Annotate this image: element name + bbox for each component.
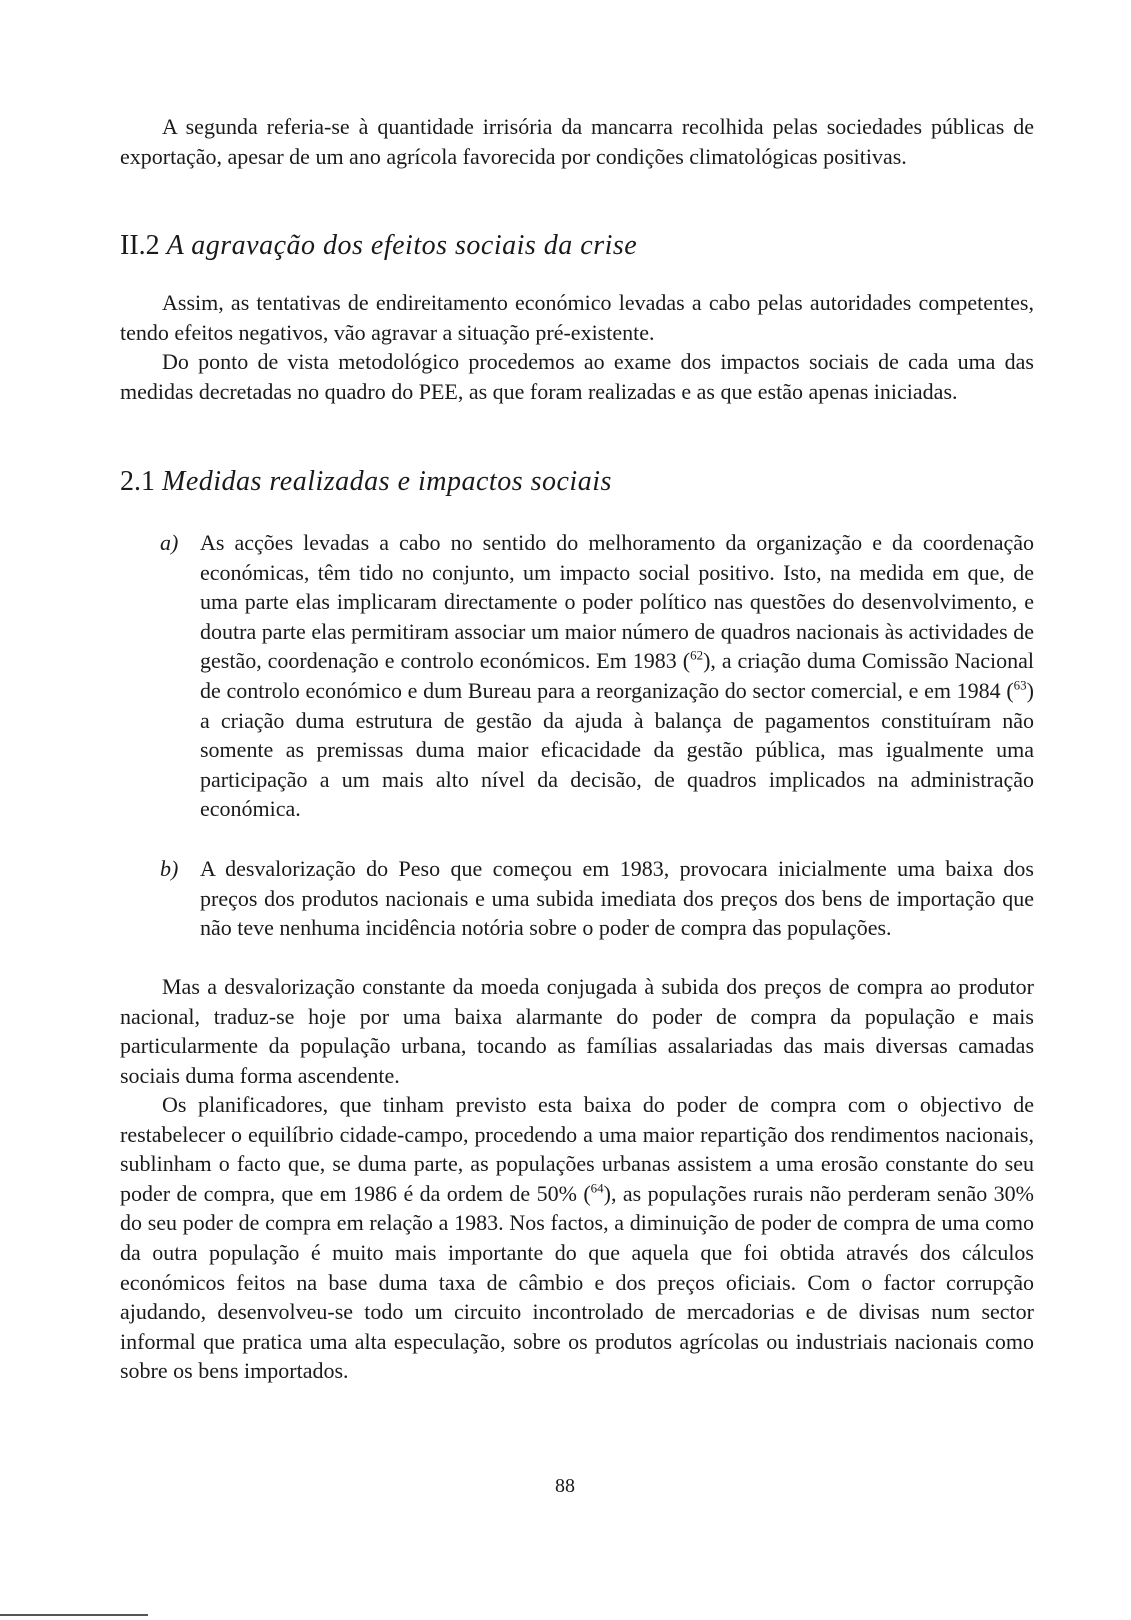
footnote-ref: 62: [690, 648, 704, 664]
list-marker: a): [160, 530, 179, 555]
section-title: Medidas realizadas e impactos sociais: [162, 466, 612, 497]
paragraph-assim: Assim, as tentativas de endireitamento económico levadas a cabo pelas autoridades competentes, tendo efeitos negativos, vão agravar a situação pré-existente.: [120, 290, 1034, 345]
text-segment: ) a criação duma estrutura de gestão da ajuda à balança de pagamentos constituíram não somente as premissas duma maior eficacidade da gestão pública, mas igualmente uma participação a um mais alto nível da decisão, de quadros implicados na administração económica.: [200, 677, 1034, 822]
section-heading-ii2: [120, 230, 637, 262]
paragraph-planificadores: [120, 1090, 1034, 1386]
text-segment: ), a criação duma Comissão Nacional de controlo económico e dum Bureau para a reorganização do sector comercial, e em 1984 (: [200, 648, 1034, 703]
footnote-ref: 64: [590, 1180, 604, 1196]
section-number: 2.1: [120, 466, 155, 497]
list-item-b: [160, 854, 1034, 974]
list-item-text: A desvalorização do Peso que começou em 1983, provocara inicialmente uma baixa dos preços dos produtos nacionais e uma subida imediata dos preços dos bens de importação que não teve nenhuma incidência notória sobre o poder de compra das populações.: [200, 856, 1034, 941]
footnote-ref: 63: [1013, 677, 1027, 693]
list-marker: b): [160, 856, 179, 881]
text-segment: As acções levadas a cabo no sentido do melhoramento da organização e da coordenação económicas, têm tido no conjunto, um impacto social positivo. Isto, na medida em que, de uma parte elas implicaram directamente o poder político nas questões do desenvolvimento, e doutra parte elas permitiram associar um maior número de quadros nacionais às actividades de gestão, coordenação e controlo económicos. Em 1983 (: [200, 530, 1034, 674]
paragraph-metodologia: Do ponto de vista metodológico procedemos ao exame dos impactos sociais de cada uma das medidas decretadas no quadro do PEE, as que foram realizadas e as que estão apenas iniciadas.: [120, 349, 1034, 404]
list-item-a: [160, 528, 1034, 853]
paragraph-desvalorizacao: Mas a desvalorização constante da moeda conjugada à subida dos preços de compra ao produtor nacional, traduz-se hoje por uma baixa alarmante do poder de compra da população e mais particularmente da população urbana, tocando as famílias assalariadas das mais diversas camadas sociais duma forma ascendente.: [120, 974, 1034, 1088]
section-title: A agravação dos efeitos sociais da crise: [166, 230, 638, 261]
page-number: 88: [555, 1475, 575, 1497]
list-item-text: [200, 528, 1034, 824]
scan-edge-line: [0, 1614, 148, 1616]
text-segment: ), as populações rurais não perderam senão 30% do seu poder de compra em relação a 1983. Nos factos, a diminuição de poder de compra de uma como da outra população é muito mais importante do que aquela que foi obtida através dos cálculos económicos feitos na base duma taxa de câmbio e dos preços oficiais. Com o factor corrupção ajudando, desenvolveu-se todo um circuito incontrolado de mercadorias e de divisas num sector informal que pratica uma alta especulação, sobre os produtos agrícolas ou industriais nacionais como sobre os bens importados.: [120, 1180, 1034, 1384]
section-heading-2-1: [120, 466, 612, 498]
text-segment: Os planificadores, que tinham previsto esta baixa do poder de compra com o objectivo de restabelecer o equilíbrio cidade-campo, procedendo a uma maior repartição dos rendimentos nacionais, sublinham o facto que, se duma parte, as populações urbanas assistem a uma erosão constante do seu poder de compra, que em 1986 é da ordem de 50% (: [120, 1092, 1034, 1206]
section-number: II.2: [120, 230, 160, 261]
paragraph-mancarra: A segunda referia-se à quantidade irrisória da mancarra recolhida pelas sociedades públicas de exportação, apesar de um ano agrícola favorecida por condições climatológicas positivas.: [120, 114, 1034, 169]
